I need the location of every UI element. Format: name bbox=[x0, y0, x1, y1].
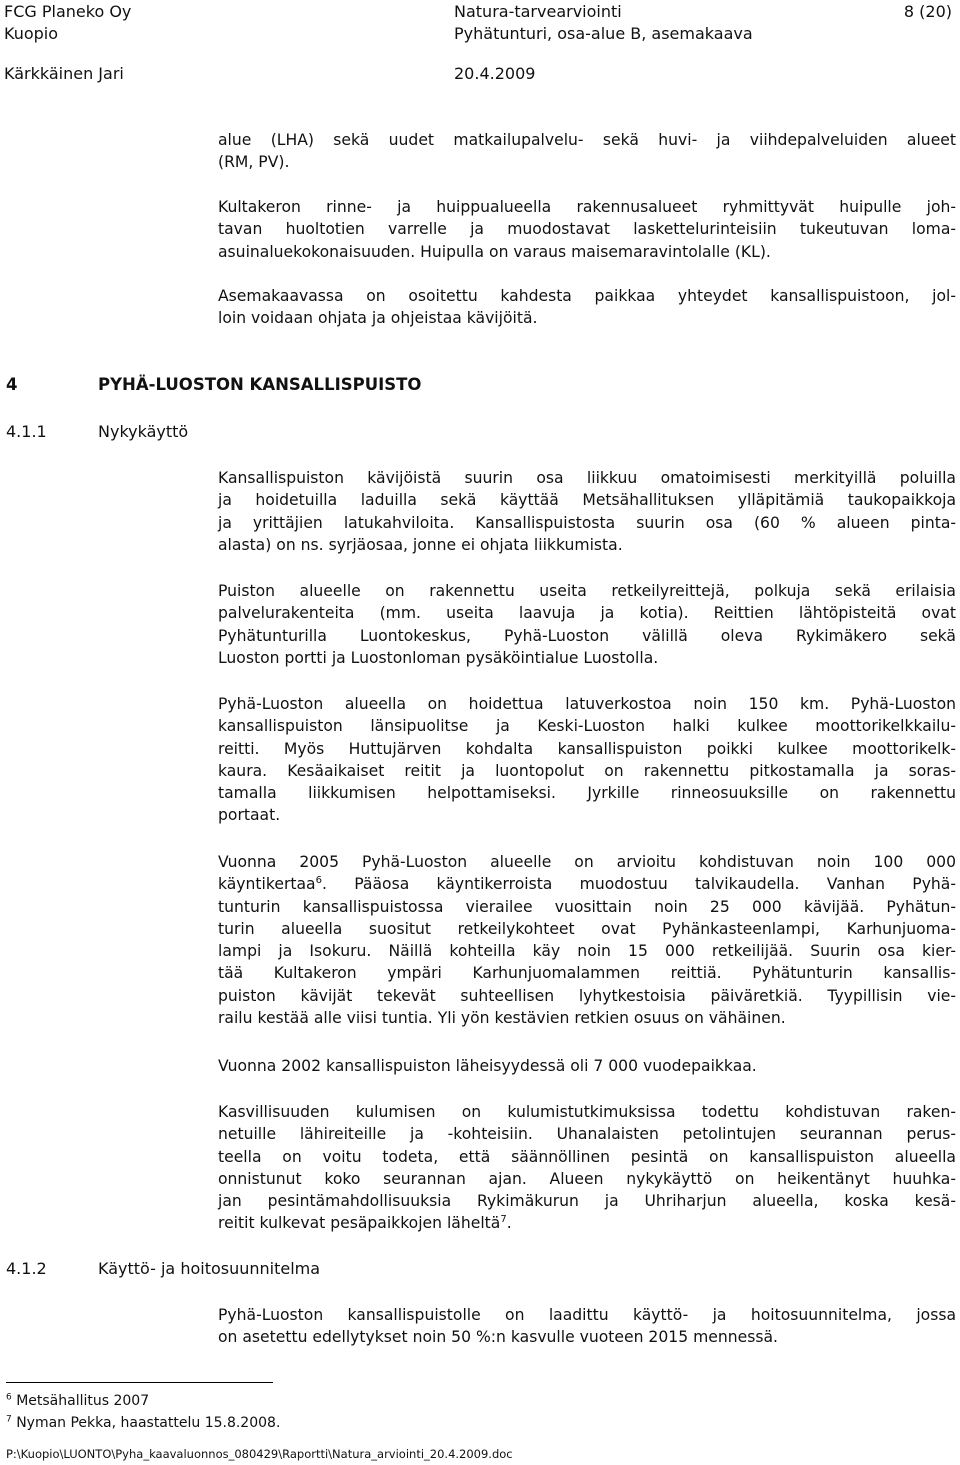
text-line: railu kestää alle viisi tuntia. Yli yön kestävien retkien osuus on vähäinen. bbox=[218, 1009, 786, 1028]
text-line: alasta) on ns. syrjäosaa, jonne ei ohjata liikkumista. bbox=[218, 535, 623, 554]
subsection-heading: Käyttö- ja hoitosuunnitelma bbox=[98, 1259, 321, 1278]
text-line: puiston kävijät tekevät suhteellisen lyhytkestoisia päiväretkiä. Tyypillisin vie- bbox=[218, 986, 956, 1005]
text-line: loin voidaan ohjata ja ohjeistaa kävijöitä. bbox=[218, 309, 538, 328]
text-line: (RM, PV). bbox=[218, 153, 290, 172]
text-line: netuille lähireiteille ja -kohteisiin. Uhanalaisten petolintujen seurannan perus- bbox=[218, 1125, 956, 1144]
text-line: Vuonna 2005 Pyhä-Luoston alueelle on arvioitu kohdistuvan noin 100 000 bbox=[218, 853, 956, 871]
text-segment: käyntikertaa bbox=[218, 875, 316, 894]
text-line: Kansallispuiston kävijöistä suurin osa liikkuu omatoimisesti merkityillä poluilla bbox=[218, 469, 956, 487]
text-line bbox=[218, 1212, 956, 1234]
body-paragraph-1 bbox=[218, 467, 956, 556]
author-name: Kärkkäinen Jari bbox=[4, 64, 124, 83]
document-subtitle: Pyhätunturi, osa-alue B, asemakaava bbox=[454, 24, 753, 43]
text-line: asuinaluekokonaisuuden. Huipulla on varaus maisemaravintolalle (KL). bbox=[218, 242, 771, 261]
text-line: teella on voitu todeta, että säännöllinen pesintä on kansallispuiston alueella bbox=[218, 1147, 956, 1166]
body-paragraph-6 bbox=[218, 1101, 956, 1235]
text-line: tunturin kansallispuistossa vierailee vuosittain noin 25 000 kävijää. Pyhätun- bbox=[218, 897, 956, 916]
footnote-text: Nyman Pekka, haastattelu 15.8.2008. bbox=[16, 1415, 281, 1431]
document-title: Natura-tarvearviointi bbox=[454, 2, 622, 21]
subsection-number: 4.1.2 bbox=[6, 1259, 47, 1278]
text-line: tamalla liikkumisen helpottamiseksi. Jyrkille rinneosuuksille on rakennettu bbox=[218, 784, 956, 803]
text-line: Asemakaavassa on osoitettu kahdesta paikkaa yhteydet kansallispuistoon, jol- bbox=[218, 287, 956, 305]
body-paragraph-4 bbox=[218, 851, 956, 1029]
footnote-mark: 7 bbox=[6, 1414, 12, 1425]
footnote-separator bbox=[6, 1382, 273, 1383]
body-paragraph-7 bbox=[218, 1304, 956, 1349]
text-line: palvelurakenteita (mm. useita laavuja ja kotia). Reittien lähtöpisteitä ovat bbox=[218, 604, 956, 623]
page-number: 8 (20) bbox=[903, 2, 952, 21]
company-city: Kuopio bbox=[4, 24, 59, 43]
footnote-ref: 6 bbox=[315, 875, 322, 887]
text-line: kansallispuiston länsipuolitse ja Keski-Luoston halki kulkee moottorikelkkailu- bbox=[218, 717, 956, 736]
text-line: ja yrittäjien latukahviloita. Kansallispuistosta suurin osa (60 % alueen pinta- bbox=[218, 513, 956, 532]
company-name: FCG Planeko Oy bbox=[4, 2, 132, 21]
body-paragraph-2 bbox=[218, 580, 956, 669]
body-paragraph-5 bbox=[218, 1055, 956, 1077]
text-line: tää Kultakeron ympäri Karhunjuomalammen reittiä. Pyhätunturin kansallis- bbox=[218, 964, 956, 983]
text-line: Kasvillisuuden kulumisen on kulumistutkimuksissa todettu kohdistuvan raken- bbox=[218, 1103, 956, 1121]
text-line: Pyhä-Luoston alueella on hoidettua latuverkostoa noin 150 km. Pyhä-Luoston bbox=[218, 695, 956, 713]
footnote bbox=[6, 1392, 149, 1410]
text-line: portaat. bbox=[218, 806, 281, 825]
subsection-heading: Nykykäyttö bbox=[98, 422, 189, 441]
text-line: ja hoidetuilla laduilla sekä käyttää Metsähallituksen ylläpitämiä taukopaikkoja bbox=[218, 491, 956, 510]
text-line: Kultakeron rinne- ja huippualueella rakennusalueet ryhmittyvät huipulle joh- bbox=[218, 198, 956, 216]
text-line: Pyhätunturilla Luontokeskus, Pyhä-Luoston välillä oleva Rykimäkero sekä bbox=[218, 626, 956, 645]
text-line: Vuonna 2002 kansallispuiston läheisyydessä oli 7 000 vuodepaikkaa. bbox=[218, 1057, 757, 1075]
text-line: reitti. Myös Huttujärven kohdalta kansallispuiston poikki kulkee moottorikelk- bbox=[218, 739, 956, 758]
text-line: turin alueella suositut retkeilykohteet ovat Pyhänkasteenlampi, Karhunjuoma- bbox=[218, 919, 956, 938]
text-line: onnistunut koko seurannan ajan. Alueen nykykäyttö on heikentänyt huuhka- bbox=[218, 1169, 956, 1188]
intro-paragraph-2 bbox=[218, 196, 956, 263]
footnote-mark: 6 bbox=[6, 1392, 12, 1403]
text-line: on asetettu edellytykset noin 50 %:n kasvulle vuoteen 2015 mennessä. bbox=[218, 1328, 778, 1347]
text-segment: . bbox=[506, 1214, 512, 1233]
text-line: Pyhä-Luoston kansallispuistolle on laadittu käyttö- ja hoitosuunnitelma, jossa bbox=[218, 1306, 956, 1324]
text-line: tavan huoltotien varrelle ja muodostavat laskettelurinteisiin tukeutuvan loma- bbox=[218, 220, 956, 239]
text-line: Luoston portti ja Luostonloman pysäköintialue Luostolla. bbox=[218, 648, 659, 667]
body-paragraph-3 bbox=[218, 693, 956, 827]
intro-paragraph-1 bbox=[218, 129, 956, 174]
intro-paragraph-3 bbox=[218, 285, 956, 330]
text-line bbox=[218, 873, 956, 895]
text-line: lampi ja Isokuru. Näillä kohteilla käy noin 15 000 retkeilijää. Suurin osa kier- bbox=[218, 942, 956, 961]
text-line: alue (LHA) sekä uudet matkailupalvelu- sekä huvi- ja viihdepalveluiden alueet bbox=[218, 131, 956, 149]
text-segment: reitit kulkevat pesäpaikkojen läheltä bbox=[218, 1214, 501, 1233]
text-line: jan pesintämahdollisuuksia Rykimäkurun ja Uhriharjun alueella, koska kesä- bbox=[218, 1192, 956, 1211]
text-segment: . Pääosa käyntikerroista muodostuu talvikaudella. Vanhan Pyhä- bbox=[321, 875, 956, 894]
section-number: 4 bbox=[6, 375, 18, 394]
footnote-text: Metsähallitus 2007 bbox=[16, 1393, 150, 1409]
footnote bbox=[6, 1414, 280, 1432]
section-heading: PYHÄ-LUOSTON KANSALLISPUISTO bbox=[98, 375, 422, 394]
file-path: P:\Kuopio\LUONTO\Pyha_kaavaluonnos_080429\Raportti\Natura_arviointi_20.4.2009.doc bbox=[6, 1447, 513, 1461]
text-line: Puiston alueelle on rakennettu useita retkeilyreittejä, polkuja sekä erilaisia bbox=[218, 582, 956, 600]
subsection-number: 4.1.1 bbox=[6, 422, 47, 441]
document-date: 20.4.2009 bbox=[454, 64, 536, 83]
footnote-ref: 7 bbox=[500, 1214, 507, 1226]
text-line: kaura. Kesäaikaiset reitit ja luontopolut on rakennettu pitkostamalla ja soras- bbox=[218, 761, 956, 780]
